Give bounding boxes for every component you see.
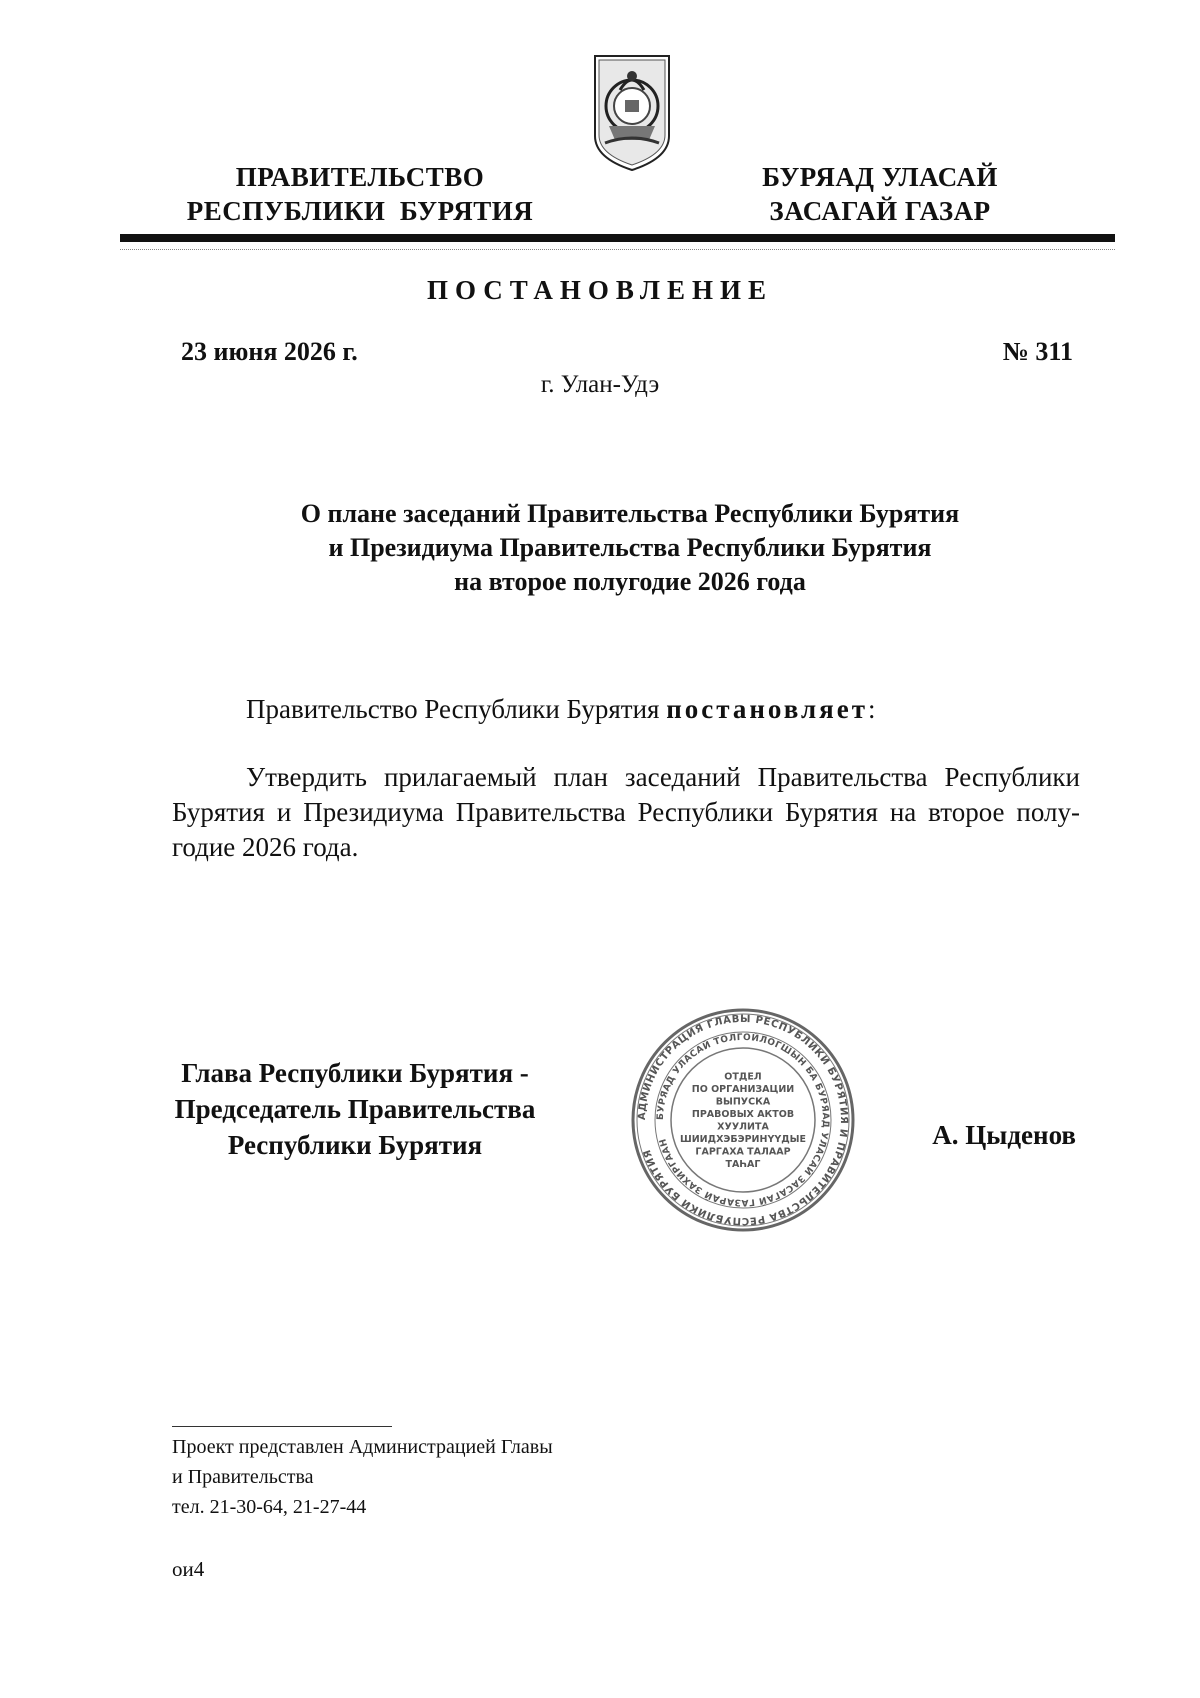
preamble-colon: : bbox=[867, 694, 876, 724]
stamp-outer-ring-text: АДМИНИСТРАЦИЯ ГЛАВЫ РЕСПУБЛИКИ БУРЯТИЯ И ПРАВИТЕЛЬСТВА РЕСПУБЛИКИ БУРЯТИЯ bbox=[636, 1013, 850, 1227]
stamp-center-line: ТАҺАГ bbox=[725, 1158, 761, 1170]
signature-position-line1: Глава Республики Бурятия - bbox=[181, 1058, 529, 1088]
footer-rule bbox=[172, 1426, 392, 1427]
svg-text:АДМИНИСТРАЦИЯ ГЛАВЫ РЕСПУБЛИКИ bbox=[637, 1014, 849, 1226]
stamp-center-line: ГАРГАХА ТАЛААР bbox=[695, 1146, 791, 1158]
footer-line2: и Правительства bbox=[172, 1466, 314, 1488]
title-line3: на второе полугодие 2026 года bbox=[454, 567, 806, 596]
document-title bbox=[180, 497, 1080, 599]
stamp-center-line: ХУУЛИТА bbox=[717, 1121, 769, 1133]
header-right-line2: ЗАСАГАЙ ГАЗАР bbox=[769, 196, 991, 226]
header-dotted-rule bbox=[120, 249, 1115, 250]
header-left-line1: ПРАВИТЕЛЬСТВО bbox=[235, 162, 485, 192]
header-thick-rule bbox=[120, 234, 1115, 242]
stamp-inner-ring-text: БУРЯАД УЛАСАЙ ТОЛГОЙЛОГШЫН БА БУРЯАД УЛАСАЙ ЗАСАГАЙ ГАЗАРАЙ ЗАХИРГААН bbox=[655, 1032, 831, 1208]
document-city: г. Улан-Удэ bbox=[540, 371, 660, 398]
header-left-line2: РЕСПУБЛИКИ БУРЯТИЯ bbox=[186, 196, 534, 226]
decision-line1: Утвердить прилагаемый план заседаний Правительства Республики bbox=[246, 762, 1080, 792]
header-right-line1: БУРЯАД УЛАСАЙ bbox=[762, 162, 998, 192]
signature-position-line2: Председатель Правительства bbox=[174, 1094, 536, 1124]
stamp-center-line: ОТДЕЛ bbox=[724, 1071, 762, 1083]
stamp-center-line: ПО ОРГАНИЗАЦИИ bbox=[691, 1083, 795, 1095]
document-date: 23 июня 2026 г. bbox=[181, 337, 358, 366]
coat-of-arms-icon bbox=[587, 48, 677, 176]
footer-line1: Проект представлен Администрацией Главы bbox=[172, 1436, 553, 1458]
decision-line3: годие 2026 года. bbox=[172, 832, 359, 862]
official-stamp bbox=[628, 1005, 858, 1235]
preamble bbox=[246, 692, 875, 727]
preamble-emphasis: постановляет bbox=[666, 694, 868, 724]
stamp-center-line: ПРАВОВЫХ АКТОВ bbox=[691, 1108, 795, 1120]
signature-position-line3: Республики Бурятия bbox=[227, 1130, 483, 1160]
government-name-russian bbox=[165, 160, 555, 228]
decision-paragraph bbox=[172, 760, 1080, 865]
document-type: ПОСТАНОВЛЕНИЕ bbox=[426, 275, 774, 305]
decision-line2: Бурятия и Президиума Правительства Республики Бурятия на второе полу- bbox=[172, 797, 1080, 827]
title-line1: О плане заседаний Правительства Республики Бурятия bbox=[300, 499, 960, 528]
document-code: ои4 bbox=[172, 1557, 205, 1581]
footer-note bbox=[172, 1432, 553, 1522]
title-line2: и Президиума Правительства Республики Бурятия bbox=[328, 533, 932, 562]
stamp-center-line: ВЫПУСКА bbox=[715, 1096, 771, 1108]
signature-position bbox=[160, 1055, 550, 1163]
government-name-buryat bbox=[710, 160, 1050, 228]
preamble-text: Правительство Республики Бурятия bbox=[246, 694, 667, 724]
footer-line3: тел. 21-30-64, 21-27-44 bbox=[172, 1496, 367, 1518]
document-number: № 311 bbox=[1002, 337, 1073, 366]
stamp-center-line: ШИИДХЭБЭРИНҮҮДЫЕ bbox=[679, 1133, 807, 1145]
signer-name: А. Цыденов bbox=[932, 1120, 1076, 1150]
